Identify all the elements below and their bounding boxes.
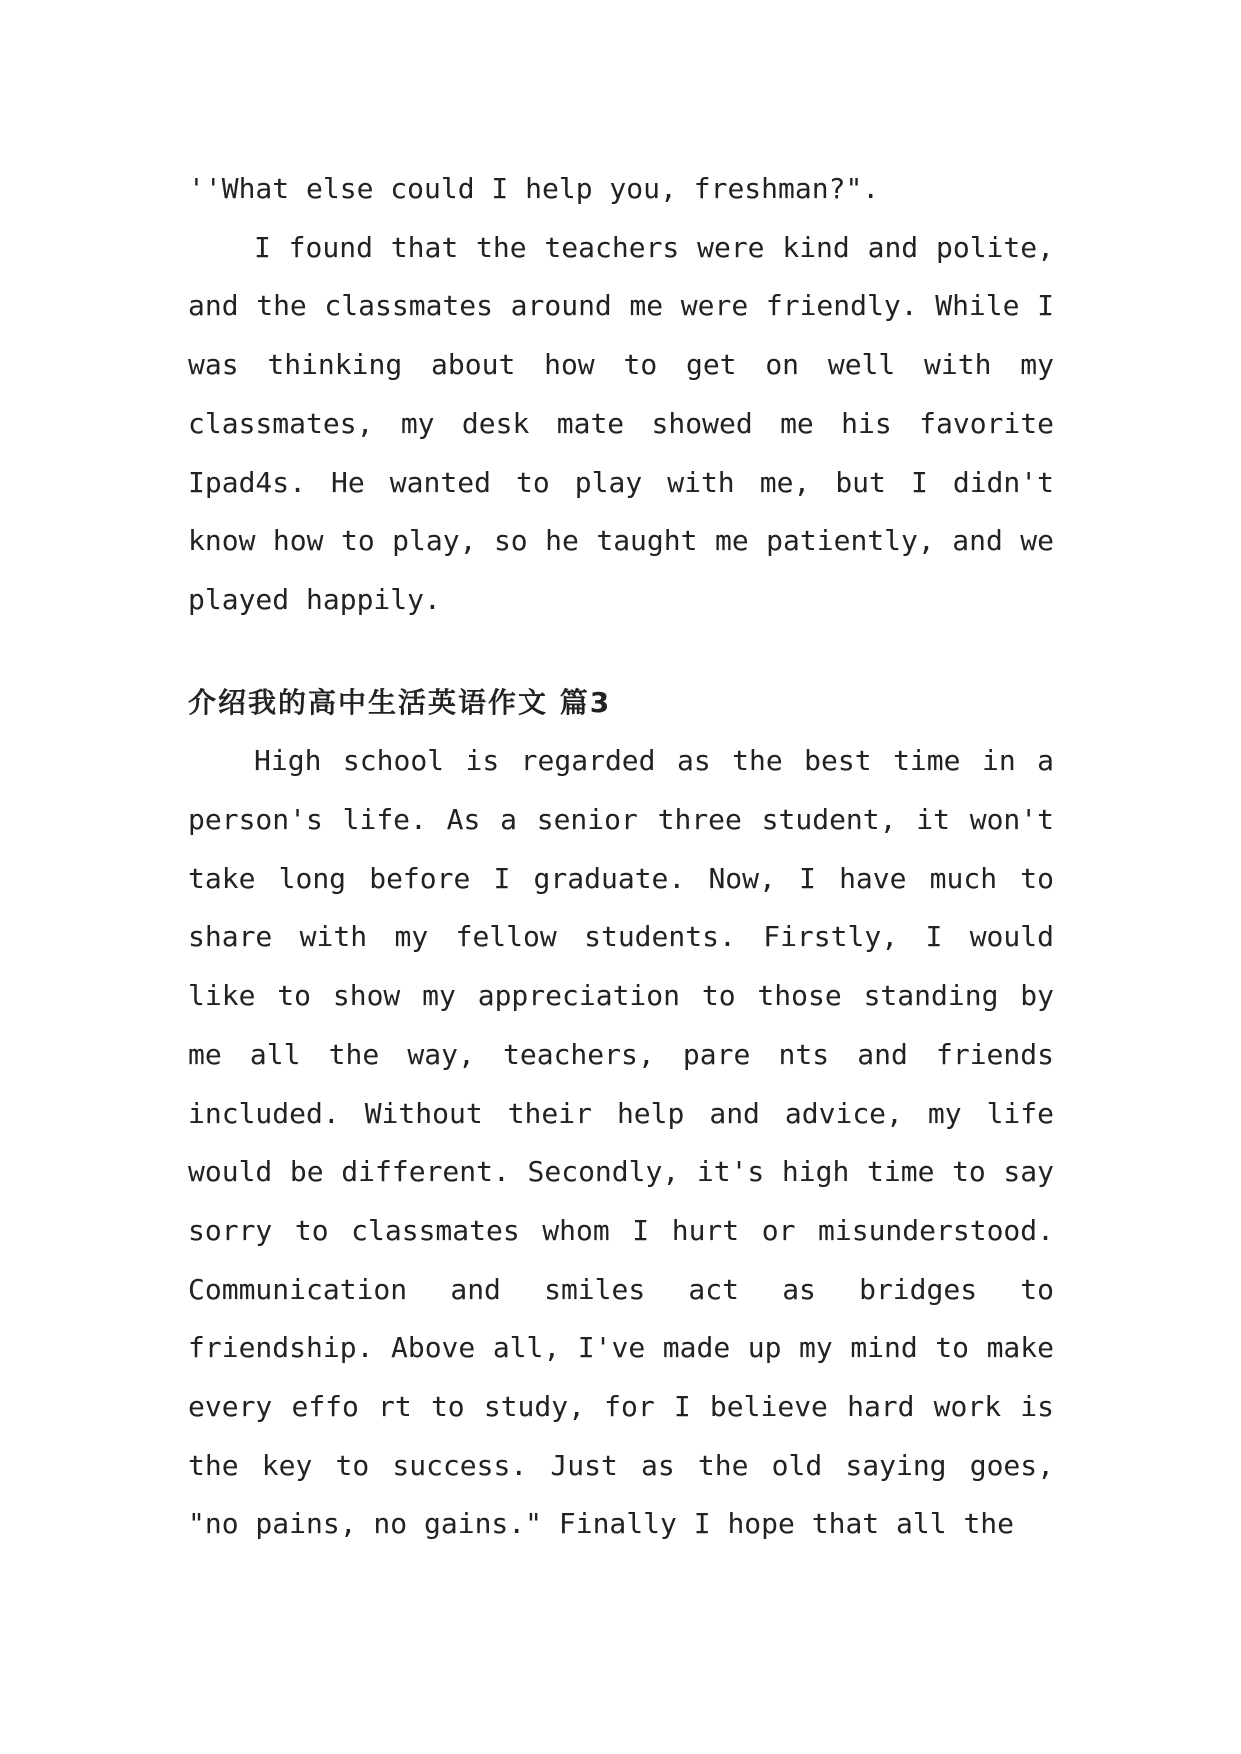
section-heading: 介绍我的高中生活英语作文 篇3 xyxy=(188,685,612,719)
paragraph-high-school: High school is regarded as the best time in a person's life. As a senior three student, it won't take long before I graduate. Now, I have much to share with my fellow students. Firstly, I would like to show my appreciation to those standing by me all the way, teachers, pare nts and friends included. Without their help and advice, my life would be different. Secondly, it's high time to say sorry to classmates whom I hurt or misunderstood. Communication and smiles act as bridges to friendship. Above all, I've made up my mind to make every effo rt to study, for I believe hard work is the key to success. Just as the old saying goes, "no pains, no gains." Finally I hope that all the xyxy=(188,744,1054,1541)
quote-line: ''What else could I help you, freshman?". xyxy=(188,172,880,205)
paragraph-teachers-classmates: I found that the teachers were kind and polite, and the classmates around me were friendly. While I was thinking about how to get on well with my classmates, my desk mate showed me his favorite Ipad4s. He wanted to play with me, but I didn't know how to play, so he taught me patiently, and we played happily. xyxy=(188,230,1054,616)
document-body xyxy=(188,160,1054,1554)
